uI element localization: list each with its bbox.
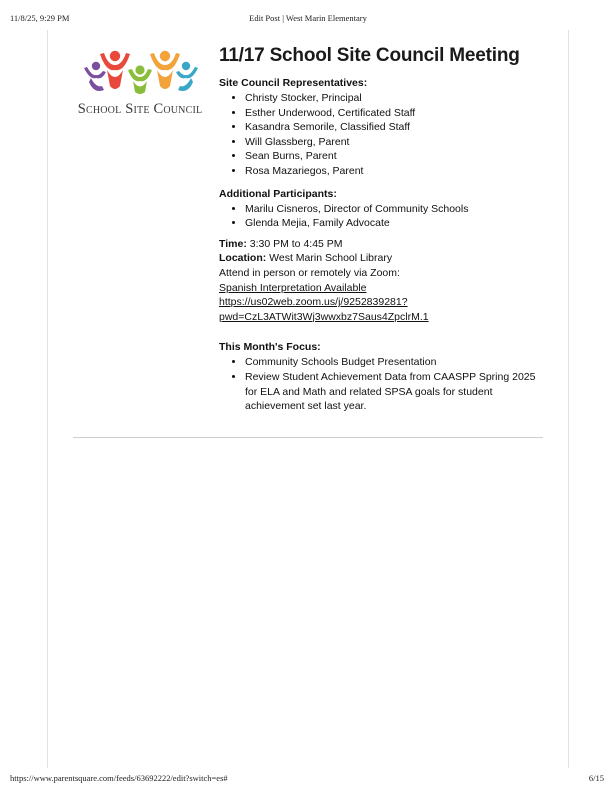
time-value: 3:30 PM to 4:45 PM [246,237,343,250]
print-url: https://www.parentsquare.com/feeds/63692222/edit?switch=es# [10,773,228,783]
list-item: • Review Student Achievement Data from CAASPP Spring 2025 for ELA and Math and related SPSA goals for student achievement set last year. [245,370,549,414]
right-border [568,30,569,768]
section-divider [73,437,543,438]
list-item: • Marilu Cisneros, Director of Community Schools [245,202,549,217]
focus-list [219,355,549,413]
participants-list [219,202,549,231]
list-item: • Glenda Mejia, Family Advocate [245,216,549,231]
location-value: West Marin School Library [266,252,393,265]
print-datetime: 11/8/25, 9:29 PM [10,13,70,23]
post-content [219,44,549,420]
time-label: Time: [219,237,247,250]
zoom-link-line2[interactable]: pwd=CzL3ATWit3Wj3wwxbz7Saus4ZpclrM.1 [219,310,429,323]
zoom-link-line1[interactable]: https://us02web.zoom.us/j/9252839281? [219,296,408,309]
list-item: • Sean Burns, Parent [245,149,549,164]
location-line [219,251,549,266]
representatives-list [219,91,549,179]
post-title: 11/17 School Site Council Meeting [219,45,520,66]
time-line [219,237,549,252]
list-item: • Esther Underwood, Certificated Staff [245,106,549,121]
school-site-council-logo [76,44,204,124]
focus-label: This Month's Focus: [219,341,321,354]
logo-text: School Site Council [77,101,203,117]
list-item: • Will Glassberg, Parent [245,135,549,150]
list-item: • Rosa Mazariegos, Parent [245,164,549,179]
interpretation-link[interactable]: Spanish Interpretation Available [219,281,367,294]
print-page-title: Edit Post | West Marin Elementary [249,13,367,23]
participants-label: Additional Participants: [219,187,337,200]
list-item: • Christy Stocker, Principal [245,91,549,106]
print-footer [0,773,616,787]
left-border [47,30,48,768]
attend-text: Attend in person or remotely via Zoom: [219,266,400,279]
page-number: 6/15 [588,773,604,783]
list-item: • Kasandra Semorile, Classified Staff [245,120,549,135]
representatives-label: Site Council Representatives: [219,77,368,89]
location-label: Location: [219,252,267,265]
meeting-details [219,237,549,325]
print-header [0,13,616,27]
list-item: • Community Schools Budget Presentation [245,355,549,370]
